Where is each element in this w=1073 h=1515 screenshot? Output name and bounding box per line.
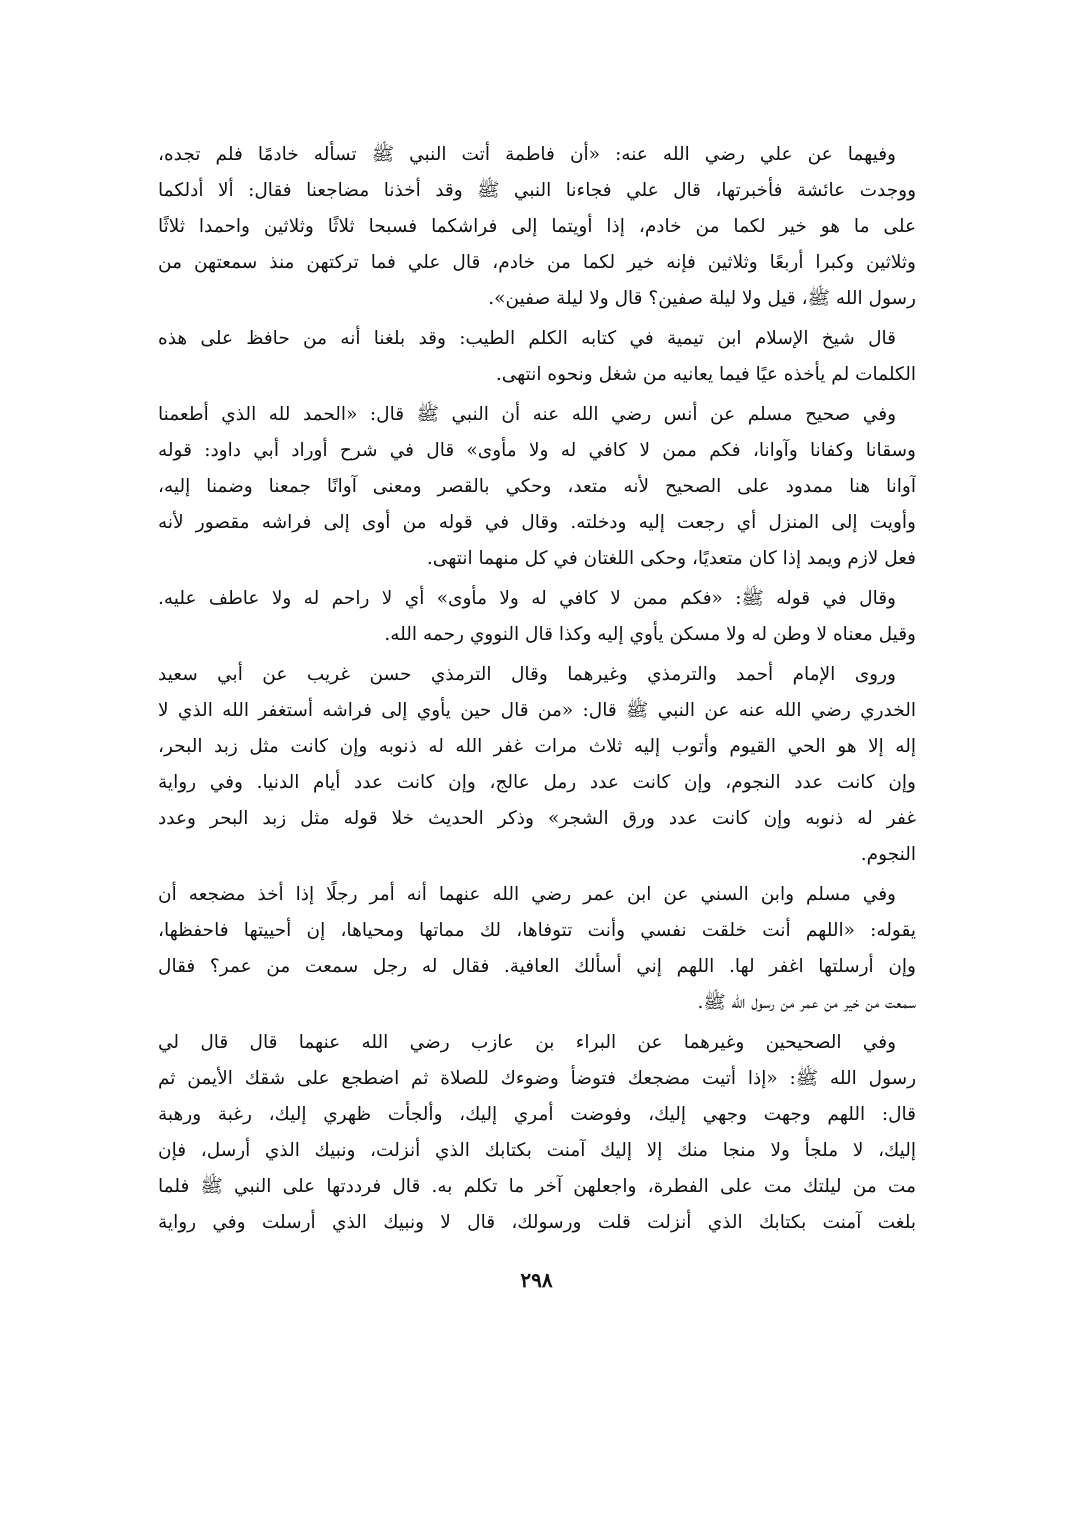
page-number: ٢٩٨ [520, 1268, 553, 1292]
text-line: سمعت من خير من عمر من رسول الله ﷺ. [697, 992, 916, 1013]
text-line: وروى الإمام أحمد والترمذي وغيرهما وقال الترمذي حسن غريب عن أبي سعيد [158, 664, 896, 685]
text-line: وفي الصحيحين وغيرهما عن البراء بن عازب رضي الله عنهما قال قال لي [158, 1032, 896, 1053]
text-line: فعل لازم ويمد إذا كان متعديًا، وحكى اللغتان في كل منهما انتهى. [426, 548, 916, 569]
paragraph [158, 657, 916, 873]
paragraph [158, 137, 916, 317]
paragraph [158, 581, 916, 653]
text-line: النجوم. [860, 844, 916, 865]
text-line: وثلاثين وكبرا أربعًا وثلاثين فإنه خير لكما من خادم، قال علي فما تركتهن منذ سمعتهن من [158, 252, 916, 273]
text-line: الخدري رضي الله عنه عن النبي ﷺ قال: «من قال حين يأوي إلى فراشه أستغفر الله الذي لا [158, 700, 916, 721]
text-line: إليك، لا ملجأ ولا منجا منك إلا إليك آمنت بكتابك الذي أنزلت، ونبيك الذي أرسل، فإن [158, 1140, 916, 1161]
text-line: على ما هو خير لكما من خادم، إذا أويتما إلى فراشكما فسبحا ثلاثًا وثلاثين واحمدا ثلاثًا [158, 216, 916, 237]
text-line: وسقانا وكفانا وآوانا، فكم ممن لا كافي له ولا مأوى» قال في شرح أوراد أبي داود: قوله [158, 440, 916, 461]
paragraph [158, 1025, 916, 1241]
text-line: وفي مسلم وابن السني عن ابن عمر رضي الله عنهما أنه أمر رجلًا إذا أخذ مضجعه أن [158, 884, 896, 905]
text-line: وإن كانت عدد النجوم، وإن كانت عدد رمل عالج، وإن كانت عدد أيام الدنيا. وفي رواية [158, 772, 916, 793]
text-line: ووجدت عائشة فأخبرتها، قال علي فجاءنا النبي ﷺ وقد أخذنا مضاجعنا فقال: ألا أدلكما [158, 180, 916, 201]
text-line: وأويت إلى المنزل أي رجعت إليه ودخلته. وقال في قوله من أوى إلى فراشه مقصور لأنه [158, 512, 916, 533]
text-line: يقوله: «اللهم أنت خلقت نفسي وأنت تتوفاها، لك مماتها ومحياها، إن أحييتها فاحفظها، [158, 920, 916, 941]
text-line: قال: اللهم وجهت وجهي إليك، وفوضت أمري إليك، وألجأت ظهري إليك، رغبة ورهبة [158, 1104, 916, 1125]
paragraph [158, 397, 916, 577]
text-line: رسول الله ﷺ: «إذا أتيت مضجعك فتوضأ وضوءك للصلاة ثم اضطجع على شقك الأيمن ثم [158, 1068, 916, 1089]
text-line: آوانا هنا ممدود على الصحيح لأنه متعد، وحكي بالقصر ومعنى آوانًا جمعنا وضمنا إليه، [158, 476, 916, 497]
text-line: وإن أرسلتها اغفر لها. اللهم إني أسألك العافية. فقال له رجل سمعت من عمر؟ فقال [158, 956, 916, 977]
text-line: إله إلا هو الحي القيوم وأتوب إليه ثلاث مرات غفر الله له ذنوبه وإن كانت مثل زبد البحر، [158, 736, 916, 757]
paragraph [158, 321, 916, 393]
text-line: وفي صحيح مسلم عن أنس رضي الله عنه أن النبي ﷺ قال: «الحمد لله الذي أطعمنا [158, 404, 896, 425]
text-line: وقيل معناه لا وطن له ولا مسكن يأوي إليه وكذا قال النووي رحمه الله. [384, 624, 916, 645]
paragraph [158, 877, 916, 1021]
text-line: مت من ليلتك مت على الفطرة، واجعلهن آخر ما تكلم به. قال فرددتها على النبي ﷺ فلما [158, 1176, 916, 1197]
text-line: الكلمات لم يأخذه عيًا فيما يعانيه من شغل ونحوه انتهى. [495, 364, 916, 385]
text-line: قال شيخ الإسلام ابن تيمية في كتابه الكلم الطيب: وقد بلغنا أنه من حافظ على هذه [158, 328, 896, 349]
text-line: وقال في قوله ﷺ: «فكم ممن لا كافي له ولا مأوى» أي لا راحم له ولا عاطف عليه. [158, 588, 896, 609]
text-line: رسول الله ﷺ، قيل ولا ليلة صفين؟ قال ولا ليلة صفين». [488, 288, 916, 309]
page-body [158, 137, 916, 1245]
text-line: بلغت آمنت بكتابك الذي أنزلت قلت ورسولك، قال لا ونبيك الذي أرسلت وفي رواية [158, 1212, 916, 1233]
text-line: غفر له ذنوبه وإن كانت عدد ورق الشجر» وذكر الحديث خلا قوله مثل زبد البحر وعدد [158, 808, 916, 829]
text-line: وفيهما عن علي رضي الله عنه: «أن فاطمة أتت النبي ﷺ تسأله خادمًا فلم تجده، [158, 144, 896, 165]
